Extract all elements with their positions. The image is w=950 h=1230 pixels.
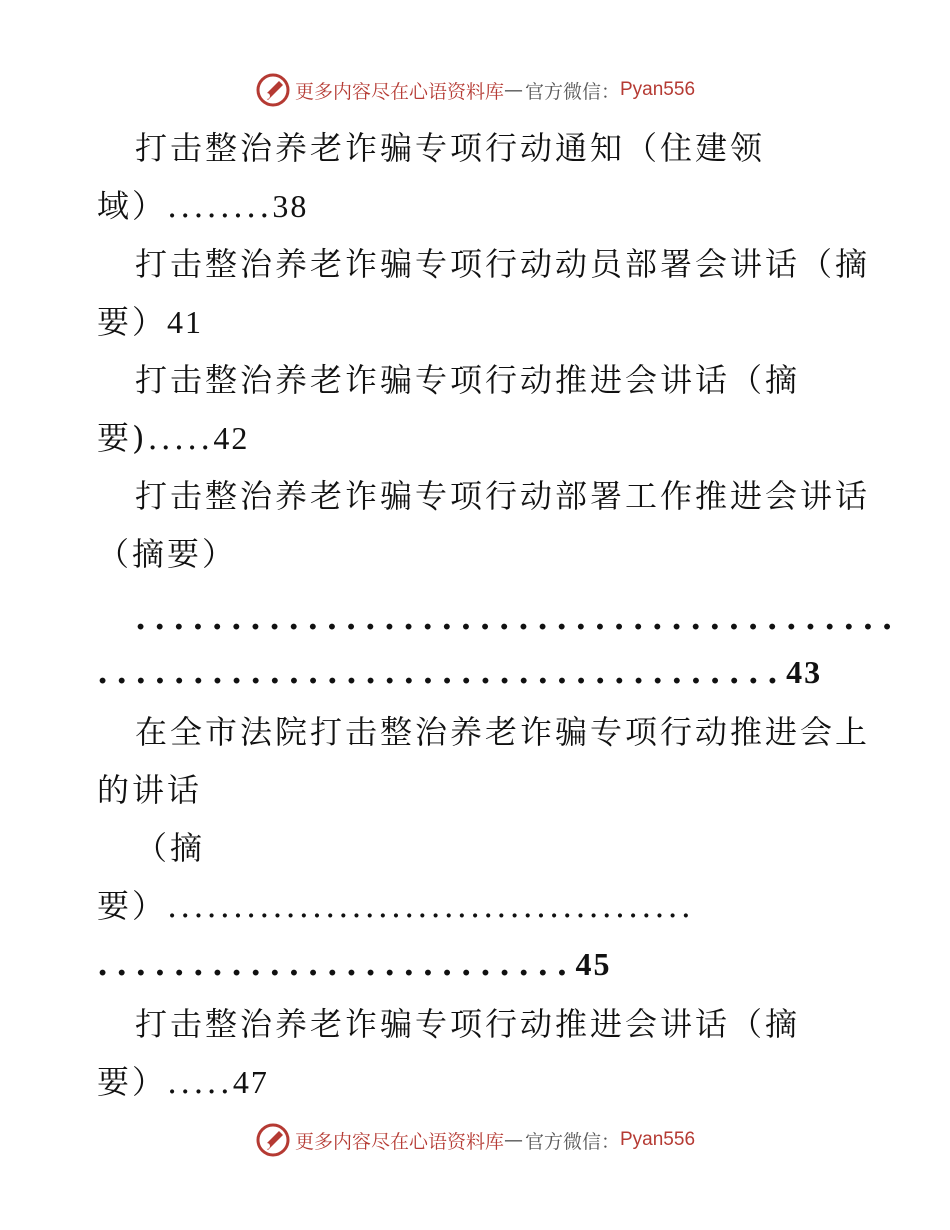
banner-dash: — [503,1129,523,1151]
page-number: 41 [167,304,204,340]
logo-icon [255,1122,291,1158]
toc-entry-continuation[interactable]: 要）........................................ [97,887,694,925]
toc-entry-title[interactable]: 打击整治养老诈骗专项行动推进会讲话（摘 [135,361,801,399]
footer-banner [0,1122,950,1158]
toc-entry-title[interactable]: 打击整治养老诈骗专项行动动员部署会讲话（摘 [135,245,871,283]
toc-entry-continuation[interactable]: 要）41 [97,303,204,341]
banner-wechat-id: Pyan556 [620,1129,696,1150]
page-number: 42 [213,420,250,456]
toc-entry-continuation[interactable]: （摘要） [97,535,238,573]
banner-dash: — [503,79,523,101]
toc-entry-title[interactable]: 打击整治养老诈骗专项行动推进会讲话（摘 [135,1005,801,1043]
toc-entry-title[interactable]: 打击整治养老诈骗专项行动通知（住建领 [135,129,766,167]
toc-entry-continuation[interactable]: 要).....42 [97,419,250,457]
toc-dot-leader: ........................................ [135,599,901,637]
toc-dot-leader: ....................................43 [97,653,823,691]
toc-entry-title[interactable]: 在全市法院打击整治养老诈骗专项行动推进会上 [135,713,871,751]
toc-entry-title[interactable]: 打击整治养老诈骗专项行动部署工作推进会讲话 [135,477,871,515]
banner-wechat-label: 官方微信： [524,80,620,103]
header-banner [0,72,950,108]
toc-entry-continuation[interactable]: 的讲话 [97,771,203,809]
banner-wechat-label: 官方微信： [524,1130,620,1153]
logo-icon [255,72,291,108]
banner-wechat-id: Pyan556 [620,79,696,100]
page-number: 43 [786,654,823,690]
toc-entry-continuation[interactable]: （摘 [135,829,206,867]
toc-entry-continuation[interactable]: 域）........38 [97,187,309,225]
page-number: 38 [272,188,309,224]
toc-dot-leader: .........................45 [97,945,612,983]
banner-text: 更多内容尽在心语资料库 [294,1130,504,1153]
toc-entry-continuation[interactable]: 要）.....47 [97,1063,269,1101]
banner-text: 更多内容尽在心语资料库 [294,80,504,103]
page-number: 45 [575,946,612,982]
page-number: 47 [232,1064,269,1100]
